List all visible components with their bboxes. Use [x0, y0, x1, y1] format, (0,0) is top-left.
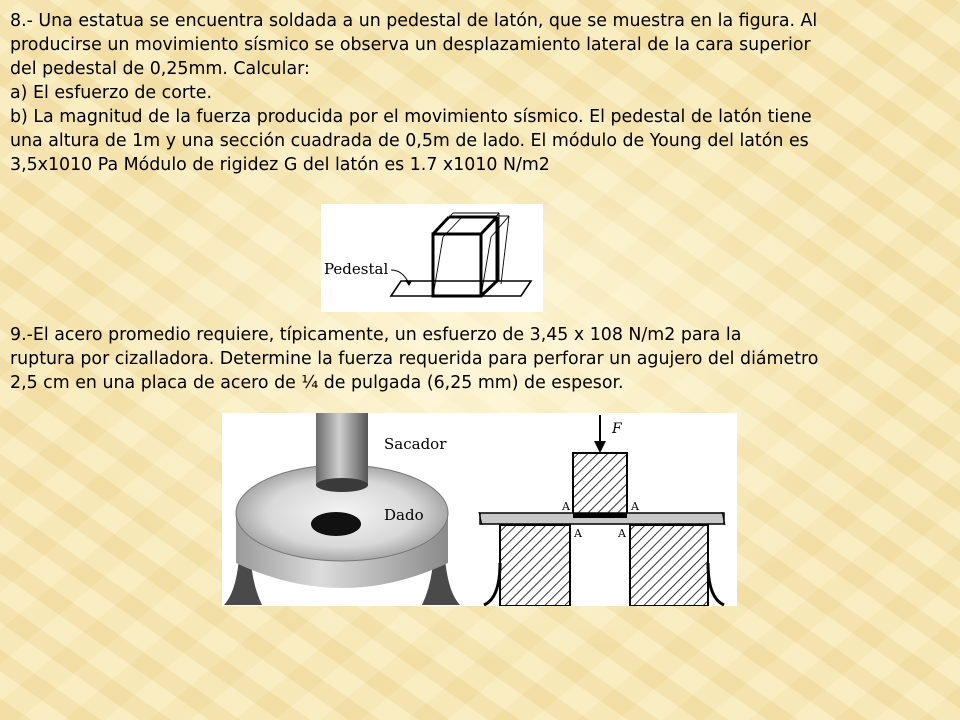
problem-8-item-a: a) El esfuerzo de corte. [10, 83, 213, 103]
die-label: Dado [384, 506, 424, 524]
problem-9-line-1: 9.-El acero promedio requiere, típicamente, un esfuerzo de 3,45 x 108 N/m2 para la [10, 325, 742, 345]
problem-8-item-b-line-2: una altura de 1m y una sección cuadrada de 0,5m de lado. El módulo de Young del latón es [10, 131, 809, 151]
problem-8-text [10, 9, 950, 177]
force-label: F [612, 421, 622, 437]
force-arrow-head [594, 441, 606, 453]
problem-8-line-2: producirse un movimiento sísmico se observa un desplazamiento lateral de la cara superior [10, 35, 811, 55]
punch-tip [316, 478, 368, 492]
problem-9-line-3: 2,5 cm en una placa de acero de ¼ de pulgada (6,25 mm) de espesor. [10, 373, 624, 393]
problem-9-text [10, 323, 950, 395]
pedestal-leader-arrowhead [405, 280, 412, 286]
cross-section [479, 415, 725, 606]
die-section-right [630, 525, 708, 606]
problem-8-line-3: del pedestal de 0,25mm. Calcular: [10, 59, 310, 79]
punch-die-diagram [222, 413, 737, 606]
die-flare-section-left [484, 563, 500, 605]
problem-8-item-b-line-1: b) La magnitud de la fuerza producida por el movimiento sísmico. El pedestal de latón tiene [10, 107, 812, 127]
punch-label: Sacador [384, 435, 447, 453]
punch-section [573, 453, 627, 515]
area-label-bottom-left: A [574, 527, 582, 540]
die-hole [311, 512, 361, 536]
area-label-top-right: A [631, 500, 639, 513]
die-flare-section-right [708, 563, 724, 605]
punch-body [316, 413, 368, 485]
ground-plate [391, 281, 531, 296]
die-section-left [500, 525, 570, 606]
problem-8-item-b-line-3: 3,5x1010 Pa Módulo de rigidez G del latón es 1.7 x1010 N/m2 [10, 155, 550, 175]
pedestal-diagram [321, 204, 543, 312]
sheared-slug [573, 513, 627, 518]
problem-8-line-1: 8.- Una estatua se encuentra soldada a un pedestal de latón, que se muestra en la figura. Al [10, 11, 818, 31]
area-label-bottom-right: A [618, 527, 626, 540]
punch-die-figure [222, 413, 737, 606]
die-3d [224, 413, 460, 605]
pedestal-label: Pedestal [324, 260, 389, 278]
problem-9-line-2: ruptura por cizalladora. Determine la fuerza requerida para perforar un agujero del diámetro [10, 349, 819, 369]
area-label-top-left: A [562, 500, 570, 513]
pedestal-figure [321, 204, 543, 312]
